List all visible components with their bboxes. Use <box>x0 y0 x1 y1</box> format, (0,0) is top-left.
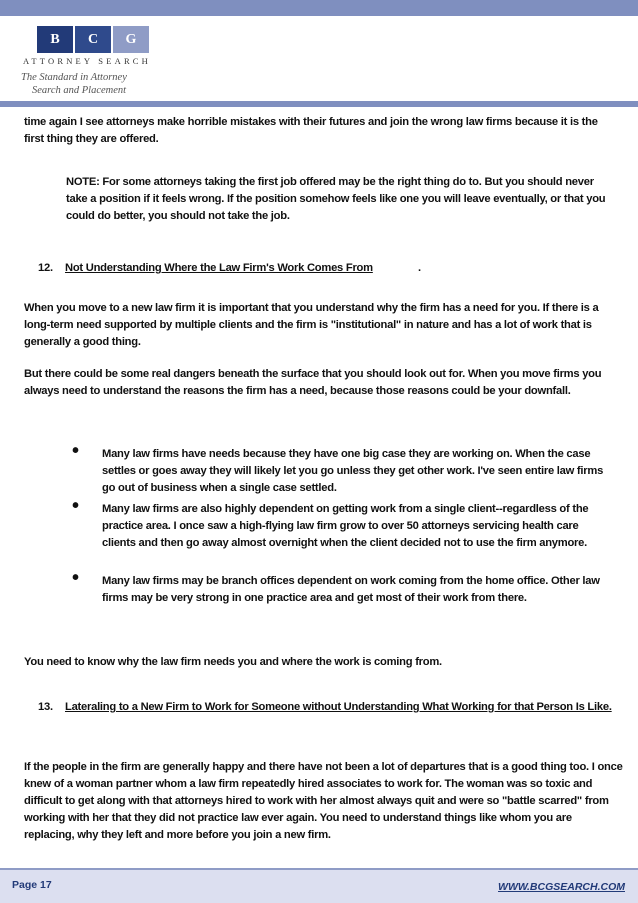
section-12-title: Not Understanding Where the Law Firm's Work Comes From <box>65 262 373 274</box>
tagline-line-2: Search and Placement <box>32 85 127 96</box>
paragraph-people: If the people in the firm are generally happy and there have not been a lot of departures that is a good thing too. I once knew of a woman partner whom a law firm repeatedly hired associates to work for. The woman was so toxic and difficult to get along with that attorneys hired to work with her almost always quit and were so "battle scarred" from working with her that they did not practice law ever again. You need to understand things like whom you are replacing, why they left and more before you join a new firm. <box>24 761 623 841</box>
paragraph-intro: time again I see attorneys make horrible mistakes with their futures and join the wrong law firms because it is the first thing they are offered. <box>24 116 598 145</box>
bullet-text: Many law firms are also highly dependent on getting work from a single client--regardless of the practice area. I once saw a high-flying law firm grow to over 50 attorneys servicing health care clients and then go away almost overnight when the client decided not to use the firm anymore. <box>102 503 589 549</box>
section-12-period: . <box>418 262 421 274</box>
paragraph-firm-need: When you move to a new law firm it is important that you understand why the firm has a need for you. If there is a long-term need supported by multiple clients and the firm is "institutional" in nature and has a lot of work that is generally a good thing. <box>24 302 599 348</box>
paragraph-know-why: You need to know why the law firm needs you and where the work is coming from. <box>24 656 442 668</box>
paragraph-dangers: But there could be some real dangers beneath the surface that you should look out for. When you move firms you always need to understand the reasons the firm has a need, because those reasons could be your downfall. <box>24 368 602 397</box>
logo-letter-c: C <box>75 26 111 53</box>
bcg-logo[interactable] <box>17 26 157 101</box>
page-footer <box>0 868 638 903</box>
footer-divider <box>0 868 638 870</box>
page-number: Page 17 <box>12 879 52 891</box>
logo-letter-g: G <box>113 26 149 53</box>
bullet-text: Many law firms may be branch offices dependent on work coming from the home office. Other law firms may be very strong in one practice area and get most of their work from there. <box>102 575 600 604</box>
bullet-icon: • <box>72 495 79 517</box>
logo-tagline <box>21 71 161 97</box>
section-13-title: Lateraling to a New Firm to Work for Someone without Understanding What Working for that Person Is Like. <box>65 701 612 713</box>
logo-letter-blocks <box>37 26 149 53</box>
bullet-text: Many law firms have needs because they have one big case they are working on. When the case settles or goes away they will likely let you go unless they get other work. I've seen entire law firms go out of business when a single case settled. <box>102 448 604 494</box>
header-divider <box>0 101 638 107</box>
bullet-icon: • <box>72 440 79 462</box>
top-stripe <box>0 0 638 16</box>
logo-letter-b: B <box>37 26 73 53</box>
bullet-icon: • <box>72 567 79 589</box>
tagline-line-1: The Standard in Attorney <box>21 72 127 83</box>
section-12-number: 12. <box>38 262 53 274</box>
logo-subtitle: ATTORNEY SEARCH <box>22 56 152 66</box>
section-12-title-wrap <box>65 260 620 277</box>
section-13-number: 13. <box>38 701 53 713</box>
note-paragraph: NOTE: For some attorneys taking the first job offered may be the right thing do to. But you should never take a position if it feels wrong. If the position somehow feels like one you will leave eventually, or that you could do better, you should not take the job. <box>66 176 606 222</box>
website-link[interactable]: WWW.BCGSEARCH.COM <box>498 881 625 893</box>
